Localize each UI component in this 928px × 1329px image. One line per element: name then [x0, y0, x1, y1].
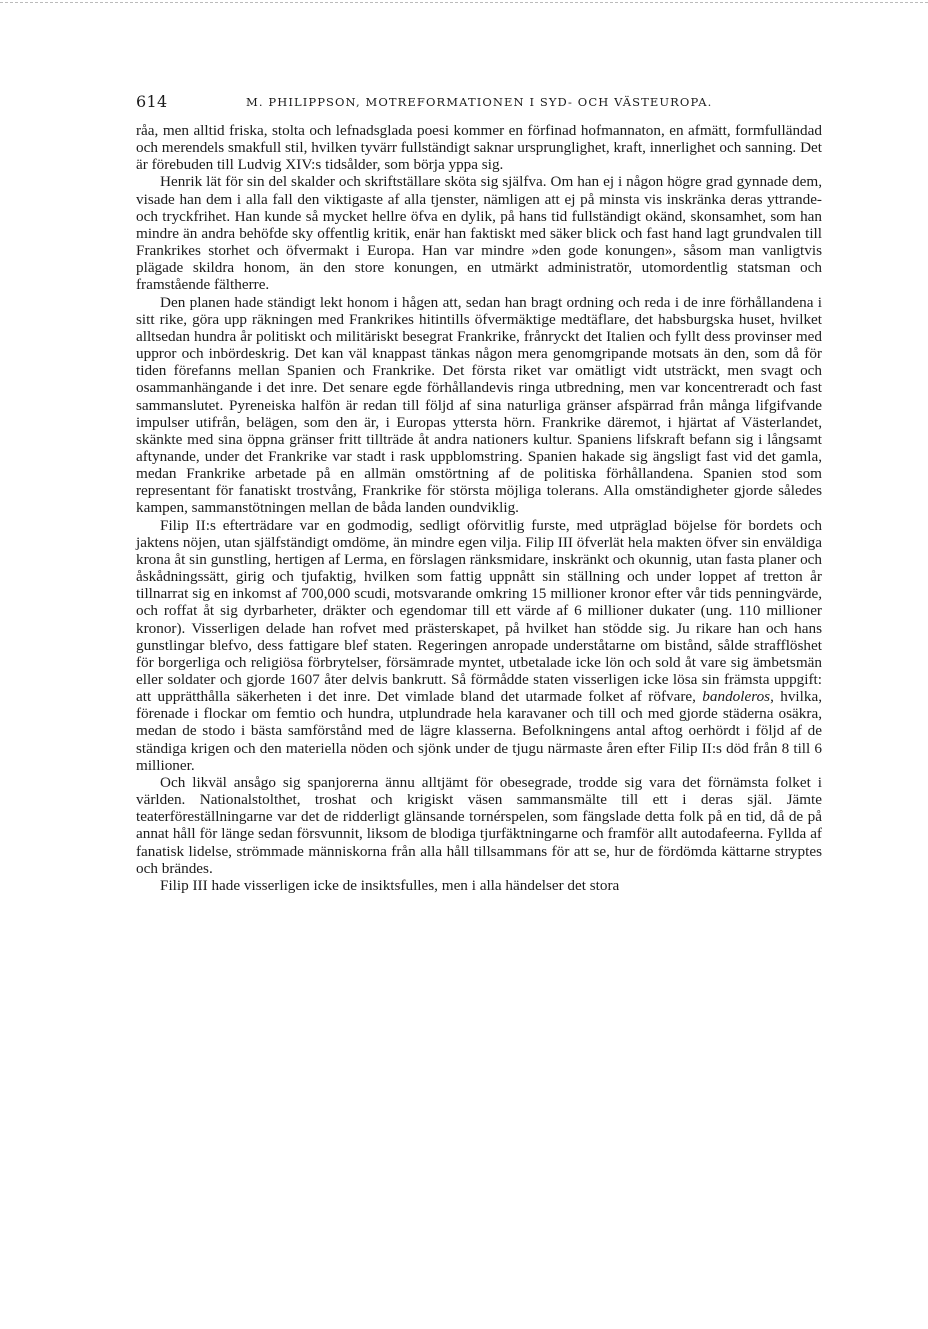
- paragraph: Och likväl ansågo sig spanjorerna ännu alltjämt för obesegrade, trodde sig vara det förnämsta folket i världen. Nationalstolthet, troshat och krigiskt väsen sammansmälte till ett i deras själ. Jämte teaterföreställningarne var det de ridderligt glänsande tornérspelen, som fängslade detta folk på en tid, då de på annat håll för länge sedan försvunnit, liksom de blodiga tjurfäktningarne och framför allt autodafeerna. Fyllda af fanatisk lidelse, strömmade människorna från alla håll tillsammans för att se, hur de fördömda kättarne stryptes och brändes.: [136, 773, 822, 877]
- running-head: M. PHILIPPSON, MOTREFORMATIONEN I SYD- OCH VÄSTEUROPA.: [246, 95, 713, 109]
- page-header: [136, 92, 822, 114]
- scan-edge-rule: [0, 2, 928, 3]
- page-number: 614: [136, 92, 168, 111]
- paragraph: Henrik lät för sin del skalder och skriftställare sköta sig själfva. Om han ej i någon högre grad gynnade dem, visade han dem i alla fall den viktigaste af alla tjenster, nämligen att ej på minsta vis inskränka deras yttrande- och tryckfrihet. Han kunde så mycket hellre öfva en dylik, på hans tid fullständigt okänd, skonsamhet, som han mindre än andra behöfde sky offentlig kritik, enär han faktiskt med säker blick och fast hand lagt grundvalen till Frankrikes storhet och öfvermakt i Europa. Han var mindre »den gode konungen», såsom man vanligtvis plägade skildra honom, än den store konungen, en utmärkt administratör, utomordentlig statsman och framstående fältherre.: [136, 173, 822, 294]
- paragraph-text-before-italic: Filip II:s efterträdare var en godmodig, sedligt oförvitlig furste, med utpräglad böjelse för bordets och jaktens nöjen, utan själfständigt omdöme, än mindre egen vilja. Filip III öfverlät hela makten öfver sin enväldiga krona åt sin gunstling, hertigen af Lerma, en förslagen ränksmidare, inskränkt och okunnig, utan fasta planer och åskådningssätt, girig och tjufaktig, hvilken som fattig uppnått sin ställning och under loppet af tretton år tillnarrat sig en inkomst af 700,000 scudi, motsvarande omkring 15 millioner kronor efter vår tids penningvärde, och roffat åt sig dyrbarheter, dräkter och egendomar till ett värde af 6 millioner dukater (ung. 110 millioner kronor). Visserligen delade han rofvet med prästerskapet, på hvilket han stödde sig. Ju rikare han och hans gunstlingar blefvo, dess fattigare blef staten. Regeringen anropade underståtarne om bistånd, sålde strafflöshet för borgerliga och religiösa förbrytelser, försämrade myntet, utbetalade icke lön och sold åt vare sig ämbetsmän eller soldater och gjorde 1607 åter delvis bankrutt. Så förmådde staten visserligen icke lösa sin främsta uppgift: att upprätthålla säkerheten i det inre. Det vimlade bland det utarmade folket af röfvare,: [136, 516, 822, 706]
- paragraph-text-after-italic: , hvilka, förenade i flockar om femtio och hundra, utplundrade hela karavaner och till och med gjorde städerna osäkra, medan de stodo i bästa samförstånd med de lägre klasserna. Befolkningens antal aftog oerhördt i följd af de ständiga krigen och den materiella nöden och sjönk under de tjugu närmaste åren efter Filip II:s död från 8 till 6 millioner.: [136, 688, 822, 774]
- italic-term-bandoleros: bandoleros: [702, 688, 771, 706]
- body-text: [136, 122, 822, 894]
- paragraph: [136, 517, 822, 774]
- paragraph: råa, men alltid friska, stolta och lefnadsglada poesi kommer en förfinad hofmannaton, en afmätt, formfulländad och merendels smakfull stil, hvilken tyvärr fullständigt saknar ursprunglighet, kraft, innerlighet och sanning. Det är förebuden till Ludvig XIV:s tidsålder, som börja yppa sig.: [136, 122, 822, 174]
- paragraph: Den planen hade ständigt lekt honom i hågen att, sedan han bragt ordning och reda i de inre förhållandena i sitt rike, göra upp räkningen med Frankrikes hitintills öfvermäktige medtäflare, det habsburgska huset, hvilket alltsedan hundra år politiskt och militäriskt besegrat Frankrike, frånryckt det Italien och fyllt dess provinser med uppror och inbördeskrig. Det kan väl knappast tänkas någon mera genomgripande motsats än den, som då för tiden förefanns mellan Spanien och Frankrike. Det första riket var omätligt vidt utsträckt, men svagt och osammanhängande i det inre. Det senare egde förhållandevis ringa utbredning, men var koncentreradt och fast sammanslutet. Pyreneiska halfön är redan till följd af sina naturliga gränser afspärrad från många lifgifvande impulser utifrån, belägen, som den är, i Europas yttersta hörn. Frankrike däremot, i hjärtat af Västerlandet, skänkte med sina öppna gränser fritt tillträde åt andra nationers kultur. Spaniens lifskraft befann sig i långsamt aftynande, under det Frankrike var stadt i rask uppblomstring. Spanien hakade sig ängsligt fast vid det gamla, medan Frankrike arbetade på en allmän omstörtning af de politiska förhållandena. Spanien stod som representant för fanatiskt trostvång, Frankrike för största möjliga tolerans. Alla omständigheter gjorde således kampen, sammanstötningen mellan de båda landen oundviklig.: [136, 293, 822, 517]
- paragraph: Filip III hade visserligen icke de insiktsfulles, men i alla händelser det stora: [160, 876, 620, 894]
